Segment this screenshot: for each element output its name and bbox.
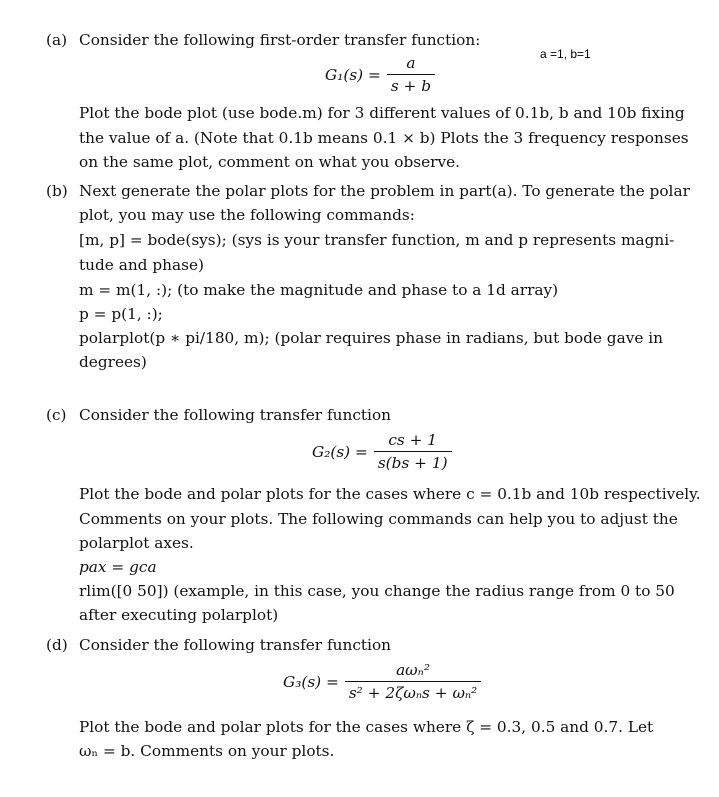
equation-g1-lhs: G₁(s) = (325, 65, 381, 84)
part-b-line-2: plot, you may use the following commands: (79, 206, 415, 224)
equation-g1-fraction (387, 54, 435, 95)
part-d-label: (d) (46, 636, 68, 654)
part-c-intro: Consider the following transfer function (79, 406, 392, 424)
annotation-note: a =1, b=1 (540, 47, 591, 61)
equation-g3-denominator: s² + 2ζωₙs + ωₙ² (345, 681, 481, 702)
part-a-intro: Consider the following first-order transfer function: (79, 31, 481, 49)
part-c-line-2: Comments on your plots. The following commands can help you to adjust the (79, 510, 678, 528)
part-a-line-2: the value of a. (Note that 0.1b means 0.1 × b) Plots the 3 frequency responses (79, 129, 689, 147)
part-b-line-1: Next generate the polar plots for the problem in part(a). To generate the polar (79, 182, 690, 200)
part-b-line-6: p = p(1, :); (79, 305, 163, 323)
part-b-label: (b) (46, 182, 68, 200)
equation-g3-lhs: G₃(s) = (283, 672, 339, 691)
equation-g1-denominator: s + b (387, 74, 435, 95)
part-b-line-4: tude and phase) (79, 256, 204, 274)
equation-g2-fraction (374, 431, 452, 472)
equation-g2-lhs: G₂(s) = (312, 442, 368, 461)
part-b-line-5: m = m(1, :); (to make the magnitude and phase to a 1d array) (79, 281, 559, 299)
part-a-line-1: Plot the bode plot (use bode.m) for 3 different values of 0.1b, b and 10b fixing (79, 104, 685, 122)
part-b-line-7: polarplot(p ∗ pi/180, m); (polar requires phase in radians, but bode gave in (79, 329, 664, 347)
equation-g2-denominator: s(bs + 1) (374, 451, 452, 472)
part-a-line-3: on the same plot, comment on what you observe. (79, 153, 461, 171)
equation-g1-numerator: a (406, 54, 416, 72)
part-c-line-5: rlim([0 50]) (example, in this case, you change the radius range from 0 to 50 (79, 582, 675, 600)
part-c-line-3: polarplot axes. (79, 534, 194, 552)
equation-g1 (325, 54, 435, 95)
part-b-line-3: [m, p] = bode(sys); (sys is your transfer function, m and p represents magni- (79, 231, 675, 249)
part-c-line-4: pax = gca (79, 558, 157, 576)
part-a-label: (a) (46, 31, 68, 49)
part-d-line-2: ωₙ = b. Comments on your plots. (79, 742, 335, 760)
part-c-label: (c) (46, 406, 67, 424)
equation-g3-fraction (345, 661, 481, 702)
part-b-line-8: degrees) (79, 353, 147, 371)
equation-g2-numerator: cs + 1 (388, 431, 438, 449)
equation-g3-numerator: aωₙ² (396, 661, 430, 679)
part-c-line-1: Plot the bode and polar plots for the cases where c = 0.1b and 10b respectively. (79, 485, 701, 503)
part-d-intro: Consider the following transfer function (79, 636, 392, 654)
part-d-line-1: Plot the bode and polar plots for the cases where ζ = 0.3, 0.5 and 0.7. Let (79, 718, 654, 736)
equation-g3 (283, 661, 481, 702)
equation-g2 (312, 431, 452, 472)
part-c-line-6: after executing polarplot) (79, 606, 279, 624)
